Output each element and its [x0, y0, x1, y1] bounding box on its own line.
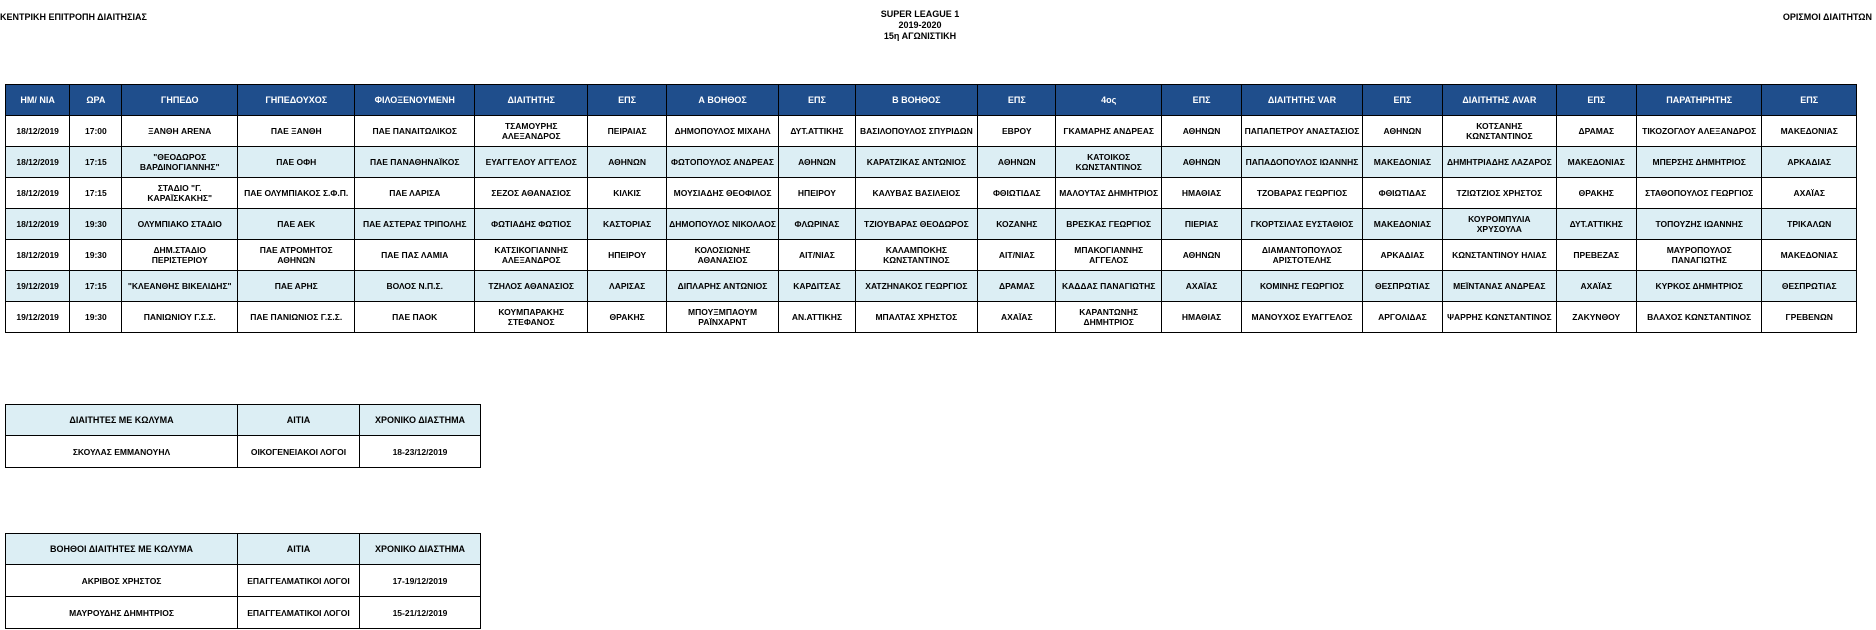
table-cell: ΓΡΕΒΕΝΩΝ — [1762, 302, 1857, 333]
table-cell: ΚΑΔΔΑΣ ΠΑΝΑΓΙΩΤΗΣ — [1056, 271, 1161, 302]
restricted-referees-header-row — [6, 405, 481, 436]
table-cell: ΜΠΑΚΟΓΙΑΝΝΗΣ ΑΓΓΕΛΟΣ — [1056, 240, 1161, 271]
table-cell: ΦΘΙΩΤΙΔΑΣ — [1362, 178, 1442, 209]
committee-title: ΚΕΝΤΡΙΚΗ ΕΠΙΤΡΟΠΗ ΔΙΑΙΤΗΣΙΑΣ — [0, 12, 147, 22]
column-header: ΕΠΣ — [779, 85, 855, 116]
restricted-referees-body — [6, 436, 481, 468]
table-cell: ΤΖΗΛΟΣ ΑΘΑΝΑΣΙΟΣ — [474, 271, 587, 302]
table-cell: ΒΡΕΣΚΑΣ ΓΕΩΡΓΙΟΣ — [1056, 209, 1161, 240]
table-cell: ΠΡΕΒΕΖΑΣ — [1556, 240, 1636, 271]
table-cell: ΚΟΜΙΝΗΣ ΓΕΩΡΓΙΟΣ — [1242, 271, 1363, 302]
match-row — [6, 302, 1857, 333]
table-cell: 18/12/2019 — [6, 209, 70, 240]
table-cell: ΚΑΤΟΙΚΟΣ ΚΩΝΣΤΑΝΤΙΝΟΣ — [1056, 147, 1161, 178]
league-name: SUPER LEAGUE 1 — [880, 9, 960, 19]
table-cell: ΚΟΖΑΝΗΣ — [978, 209, 1056, 240]
table-cell: 19:30 — [70, 240, 122, 271]
column-header: ΔΙΑΙΤΗΤΗΣ AVAR — [1443, 85, 1556, 116]
table-cell: ΚΥΡΚΟΣ ΔΗΜΗΤΡΙΟΣ — [1636, 271, 1762, 302]
column-header: 4ος — [1056, 85, 1161, 116]
table-cell: ΟΙΚΟΓΕΝΕΙΑΚΟΙ ΛΟΓΟΙ — [238, 436, 360, 468]
document-title: ΟΡΙΣΜΟΙ ΔΙΑΙΤΗΤΩΝ — [1782, 12, 1872, 22]
table-cell: ΦΩΤΙΑΔΗΣ ΦΩΤΙΟΣ — [474, 209, 587, 240]
season: 2019-2020 — [898, 20, 942, 30]
table-cell: ΜΟΥΣΙΑΔΗΣ ΘΕΟΦΙΛΟΣ — [666, 178, 778, 209]
table-cell: 19/12/2019 — [6, 271, 70, 302]
table-cell: ΤΡΙΚΑΛΩΝ — [1762, 209, 1857, 240]
table-cell: 17:15 — [70, 178, 122, 209]
column-header: ΔΙΑΙΤΗΤΗΣ VAR — [1242, 85, 1363, 116]
table-cell: ΚΩΝΣΤΑΝΤΙΝΟΥ ΗΛΙΑΣ — [1443, 240, 1556, 271]
table-cell: ΜΑΚΕΔΟΝΙΑΣ — [1762, 240, 1857, 271]
table-cell: 19:30 — [70, 209, 122, 240]
table-cell: ΑΘΗΝΩΝ — [978, 147, 1056, 178]
table-cell: ΠΑΕ ΟΦΗ — [237, 147, 355, 178]
table-cell: ΣΤΑΔΙΟ "Γ. ΚΑΡΑΪΣΚΑΚΗΣ" — [122, 178, 237, 209]
table-cell: ΜΑΚΕΔΟΝΙΑΣ — [1762, 116, 1857, 147]
table-cell: ΗΠΕΙΡΟΥ — [779, 178, 855, 209]
column-header: ΑΙΤΙΑ — [238, 405, 360, 436]
column-header: ΓΗΠΕΔΟΥΧΟΣ — [237, 85, 355, 116]
table-cell: ΑΧΑΪΑΣ — [1556, 271, 1636, 302]
table-cell: ΕΒΡΟΥ — [978, 116, 1056, 147]
restricted-assistant-row — [6, 597, 481, 629]
table-cell: 17:15 — [70, 271, 122, 302]
table-cell: ΑΧΑΪΑΣ — [1762, 178, 1857, 209]
restricted-referee-row — [6, 436, 481, 468]
table-cell: ΤΟΠΟΥΖΗΣ ΙΩΑΝΝΗΣ — [1636, 209, 1762, 240]
table-cell: ΕΥΑΓΓΕΛΟΥ ΑΓΓΕΛΟΣ — [474, 147, 587, 178]
table-cell: ΑΡΓΟΛΙΔΑΣ — [1362, 302, 1442, 333]
match-row — [6, 209, 1857, 240]
table-cell: ΤΖΙΟΥΒΑΡΑΣ ΘΕΟΔΩΡΟΣ — [855, 209, 978, 240]
table-cell: ΜΠΕΡΣΗΣ ΔΗΜΗΤΡΙΟΣ — [1636, 147, 1762, 178]
column-header: ΒΟΗΘΟΙ ΔΙΑΙΤΗΤΕΣ ΜΕ ΚΩΛΥΜΑ — [6, 534, 238, 565]
table-cell: ΤΖΙΩΤΖΙΟΣ ΧΡΗΣΤΟΣ — [1443, 178, 1556, 209]
table-cell: ΑΡΚΑΔΙΑΣ — [1362, 240, 1442, 271]
table-cell: ΣΚΟΥΛΑΣ ΕΜΜΑΝΟΥΗΛ — [6, 436, 238, 468]
table-cell: ΗΜΑΘΙΑΣ — [1161, 178, 1241, 209]
table-cell: ΑΝ.ΑΤΤΙΚΗΣ — [779, 302, 855, 333]
table-cell: ΗΜΑΘΙΑΣ — [1161, 302, 1241, 333]
table-cell: ΠΑΕ ΞΑΝΘΗ — [237, 116, 355, 147]
table-cell: ΘΡΑΚΗΣ — [1556, 178, 1636, 209]
table-cell: ΑΧΑΪΑΣ — [978, 302, 1056, 333]
table-cell: ΔΗΜ.ΣΤΑΔΙΟ ΠΕΡΙΣΤΕΡΙΟΥ — [122, 240, 237, 271]
table-cell: ΚΟΥΡΟΜΠΥΛΙΑ ΧΡΥΣΟΥΛΑ — [1443, 209, 1556, 240]
table-cell: ΚΙΛΚΙΣ — [588, 178, 666, 209]
table-cell: ΚΑΤΣΙΚΟΓΙΑΝΝΗΣ ΑΛΕΞΑΝΔΡΟΣ — [474, 240, 587, 271]
table-cell: ΜΑΚΕΔΟΝΙΑΣ — [1362, 147, 1442, 178]
table-cell: ΔΗΜΟΠΟΥΛΟΣ ΝΙΚΟΛΑΟΣ — [666, 209, 778, 240]
table-cell: ΔΥΤ.ΑΤΤΙΚΗΣ — [779, 116, 855, 147]
column-header: ΑΙΤΙΑ — [238, 534, 360, 565]
table-cell: ΠΑΠΑΔΟΠΟΥΛΟΣ ΙΩΑΝΝΗΣ — [1242, 147, 1363, 178]
table-cell: 18/12/2019 — [6, 178, 70, 209]
table-cell: ΠΑΕ ΠΑΝΙΩΝΙΟΣ Γ.Σ.Σ. — [237, 302, 355, 333]
table-cell: ΔΗΜΗΤΡΙΑΔΗΣ ΛΑΖΑΡΟΣ — [1443, 147, 1556, 178]
table-cell: ΘΡΑΚΗΣ — [588, 302, 666, 333]
table-cell: ΑΘΗΝΩΝ — [1161, 240, 1241, 271]
column-header: ΕΠΣ — [1762, 85, 1857, 116]
table-cell: ΑΙΤ/ΝΙΑΣ — [978, 240, 1056, 271]
column-header: ΕΠΣ — [1161, 85, 1241, 116]
table-cell: ΠΕΙΡΑΙΑΣ — [588, 116, 666, 147]
table-cell: ΔΙΑΜΑΝΤΟΠΟΥΛΟΣ ΑΡΙΣΤΟΤΕΛΗΣ — [1242, 240, 1363, 271]
column-header: ΓΗΠΕΔΟ — [122, 85, 237, 116]
league-title-block — [820, 9, 1020, 42]
match-row — [6, 116, 1857, 147]
table-cell: ΑΘΗΝΩΝ — [1362, 116, 1442, 147]
table-cell: 19/12/2019 — [6, 302, 70, 333]
table-cell: ΜΑΛΟΥΤΑΣ ΔΗΜΗΤΡΙΟΣ — [1056, 178, 1161, 209]
table-cell: ΠΑΕ ΠΑΝΑΙΤΩΛΙΚΟΣ — [355, 116, 475, 147]
table-cell: ΑΘΗΝΩΝ — [588, 147, 666, 178]
column-header: ΦΙΛΟΞΕΝΟΥΜΕΝΗ — [355, 85, 475, 116]
table-cell: ΠΑΕ ΑΕΚ — [237, 209, 355, 240]
table-cell: ΚΑΛΥΒΑΣ ΒΑΣΙΛΕΙΟΣ — [855, 178, 978, 209]
table-cell: ΦΘΙΩΤΙΔΑΣ — [978, 178, 1056, 209]
table-cell: ΠΑΝΙΩΝΙΟΥ Γ.Σ.Σ. — [122, 302, 237, 333]
table-cell: ΜΑΥΡΟΥΔΗΣ ΔΗΜΗΤΡΙΟΣ — [6, 597, 238, 629]
table-cell: ΑΘΗΝΩΝ — [1161, 147, 1241, 178]
column-header: ΩΡΑ — [70, 85, 122, 116]
table-cell: 18/12/2019 — [6, 116, 70, 147]
table-cell: 18/12/2019 — [6, 147, 70, 178]
table-cell: ΠΑΕ ΠΑΝΑΘΗΝΑΪΚΟΣ — [355, 147, 475, 178]
match-row — [6, 147, 1857, 178]
table-cell: 17:00 — [70, 116, 122, 147]
table-cell: "ΚΛΕΑΝΘΗΣ ΒΙΚΕΛΙΔΗΣ" — [122, 271, 237, 302]
table-cell: 18/12/2019 — [6, 240, 70, 271]
column-header: ΕΠΣ — [1556, 85, 1636, 116]
table-cell: ΕΠΑΓΓΕΛΜΑΤΙΚΟΙ ΛΟΓΟΙ — [238, 565, 360, 597]
table-cell: ΑΚΡΙΒΟΣ ΧΡΗΣΤΟΣ — [6, 565, 238, 597]
match-row — [6, 240, 1857, 271]
table-cell: ΑΡΚΑΔΙΑΣ — [1762, 147, 1857, 178]
table-cell: ΜΠΑΛΤΑΣ ΧΡΗΣΤΟΣ — [855, 302, 978, 333]
table-cell: ΠΑΕ ΛΑΡΙΣΑ — [355, 178, 475, 209]
restricted-referees-table — [5, 404, 481, 468]
column-header: Α ΒΟΗΘΟΣ — [666, 85, 778, 116]
table-cell: ΤΖΟΒΑΡΑΣ ΓΕΩΡΓΙΟΣ — [1242, 178, 1363, 209]
table-cell: ΑΘΗΝΩΝ — [779, 147, 855, 178]
table-cell: ΔΡΑΜΑΣ — [1556, 116, 1636, 147]
table-cell: ΠΙΕΡΙΑΣ — [1161, 209, 1241, 240]
table-cell: ΠΑΕ ΑΤΡΟΜΗΤΟΣ ΑΘΗΝΩΝ — [237, 240, 355, 271]
table-cell: ΠΑΠΑΠΕΤΡΟΥ ΑΝΑΣΤΑΣΙΟΣ — [1242, 116, 1363, 147]
table-cell: ΟΛΥΜΠΙΑΚΟ ΣΤΑΔΙΟ — [122, 209, 237, 240]
referee-assignments-table — [5, 84, 1857, 333]
table-cell: ΚΟΤΣΑΝΗΣ ΚΩΝΣΤΑΝΤΙΝΟΣ — [1443, 116, 1556, 147]
table-cell: ΚΟΛΟΣΙΩΝΗΣ ΑΘΑΝΑΣΙΟΣ — [666, 240, 778, 271]
table-cell: ΠΑΕ ΑΡΗΣ — [237, 271, 355, 302]
matchday: 15η ΑΓΩΝΙΣΤΙΚΗ — [883, 31, 957, 41]
table-cell: ΚΑΣΤΟΡΙΑΣ — [588, 209, 666, 240]
table-cell: ΨΑΡΡΗΣ ΚΩΝΣΤΑΝΤΙΝΟΣ — [1443, 302, 1556, 333]
table-cell: ΔΗΜΟΠΟΥΛΟΣ ΜΙΧΑΗΛ — [666, 116, 778, 147]
table-cell: ΓΚΟΡΤΣΙΛΑΣ ΕΥΣΤΑΘΙΟΣ — [1242, 209, 1363, 240]
table-cell: ΦΛΩΡΙΝΑΣ — [779, 209, 855, 240]
column-header: Β ΒΟΗΘΟΣ — [855, 85, 978, 116]
table-cell: ΚΟΥΜΠΑΡΑΚΗΣ ΣΤΕΦΑΝΟΣ — [474, 302, 587, 333]
table-cell: ΕΠΑΓΓΕΛΜΑΤΙΚΟΙ ΛΟΓΟΙ — [238, 597, 360, 629]
table-cell: ΜΠΟΥΞΜΠΑΟΥΜ ΡΑΪΝΧΑΡΝΤ — [666, 302, 778, 333]
table-cell: ΜΑΚΕΔΟΝΙΑΣ — [1556, 147, 1636, 178]
table-cell: ΘΕΣΠΡΩΤΙΑΣ — [1762, 271, 1857, 302]
column-header: ΕΠΣ — [1362, 85, 1442, 116]
table-cell: 19:30 — [70, 302, 122, 333]
main-table-body — [6, 116, 1857, 333]
table-cell: ΗΠΕΙΡΟΥ — [588, 240, 666, 271]
table-cell: ΤΙΚΟΖΟΓΛΟΥ ΑΛΕΞΑΝΔΡΟΣ — [1636, 116, 1762, 147]
table-cell: 17:15 — [70, 147, 122, 178]
table-cell: ΒΑΣΙΛΟΠΟΥΛΟΣ ΣΠΥΡΙΔΩΝ — [855, 116, 978, 147]
match-row — [6, 271, 1857, 302]
column-header: ΔΙΑΙΤΗΤΕΣ ΜΕ ΚΩΛΥΜΑ — [6, 405, 238, 436]
table-cell: ΣΤΑΘΟΠΟΥΛΟΣ ΓΕΩΡΓΙΟΣ — [1636, 178, 1762, 209]
table-cell: ΠΑΕ ΠΑΣ ΛΑΜΙΑ — [355, 240, 475, 271]
table-cell: ΜΑΝΟΥΧΟΣ ΕΥΑΓΓΕΛΟΣ — [1242, 302, 1363, 333]
table-cell: ΜΑΚΕΔΟΝΙΑΣ — [1362, 209, 1442, 240]
table-cell: ΚΑΛΑΜΠΟΚΗΣ ΚΩΝΣΤΑΝΤΙΝΟΣ — [855, 240, 978, 271]
table-cell: ΑΙΤ/ΝΙΑΣ — [779, 240, 855, 271]
column-header: ΗΜ/ ΝΙΑ — [6, 85, 70, 116]
table-cell: ΓΚΑΜΑΡΗΣ ΑΝΔΡΕΑΣ — [1056, 116, 1161, 147]
table-cell: ΑΧΑΪΑΣ — [1161, 271, 1241, 302]
table-cell: ΚΑΡΑΤΖΙΚΑΣ ΑΝΤΩΝΙΟΣ — [855, 147, 978, 178]
table-cell: ΜΑΥΡΟΠΟΥΛΟΣ ΠΑΝΑΓΙΩΤΗΣ — [1636, 240, 1762, 271]
restricted-assistants-table — [5, 533, 481, 629]
table-cell: ΠΑΕ ΑΣΤΕΡΑΣ ΤΡΙΠΟΛΗΣ — [355, 209, 475, 240]
table-cell: ΞΑΝΘΗ ARENA — [122, 116, 237, 147]
table-cell: ΠΑΕ ΠΑΟΚ — [355, 302, 475, 333]
table-cell: ΚΑΡΔΙΤΣΑΣ — [779, 271, 855, 302]
table-cell: ΔΡΑΜΑΣ — [978, 271, 1056, 302]
table-cell: ΧΑΤΖΗΝΑΚΟΣ ΓΕΩΡΓΙΟΣ — [855, 271, 978, 302]
table-cell: ΠΑΕ ΟΛΥΜΠΙΑΚΟΣ Σ.Φ.Π. — [237, 178, 355, 209]
column-header: ΧΡΟΝΙΚΟ ΔΙΑΣΤΗΜΑ — [360, 405, 481, 436]
column-header: ΧΡΟΝΙΚΟ ΔΙΑΣΤΗΜΑ — [360, 534, 481, 565]
table-cell: "ΘΕΟΔΩΡΟΣ ΒΑΡΔΙΝΟΓΙΑΝΝΗΣ" — [122, 147, 237, 178]
match-row — [6, 178, 1857, 209]
column-header: ΕΠΣ — [588, 85, 666, 116]
restricted-assistant-row — [6, 565, 481, 597]
table-cell: ΔΥΤ.ΑΤΤΙΚΗΣ — [1556, 209, 1636, 240]
table-cell: ΤΣΑΜΟΥΡΗΣ ΑΛΕΞΑΝΔΡΟΣ — [474, 116, 587, 147]
table-cell: ΦΩΤΟΠΟΥΛΟΣ ΑΝΔΡΕΑΣ — [666, 147, 778, 178]
main-header-row — [6, 85, 1857, 116]
restricted-assistants-header-row — [6, 534, 481, 565]
table-cell: ΒΛΑΧΟΣ ΚΩΝΣΤΑΝΤΙΝΟΣ — [1636, 302, 1762, 333]
table-cell: 18-23/12/2019 — [360, 436, 481, 468]
table-cell: ΣΕΖΟΣ ΑΘΑΝΑΣΙΟΣ — [474, 178, 587, 209]
table-cell: ΔΙΠΛΑΡΗΣ ΑΝΤΩΝΙΟΣ — [666, 271, 778, 302]
table-cell: ΛΑΡΙΣΑΣ — [588, 271, 666, 302]
table-cell: ΜΕΪΝΤΑΝΑΣ ΑΝΔΡΕΑΣ — [1443, 271, 1556, 302]
table-cell: ΑΘΗΝΩΝ — [1161, 116, 1241, 147]
column-header: ΕΠΣ — [978, 85, 1056, 116]
table-cell: 17-19/12/2019 — [360, 565, 481, 597]
column-header: ΔΙΑΙΤΗΤΗΣ — [474, 85, 587, 116]
column-header: ΠΑΡΑΤΗΡΗΤΗΣ — [1636, 85, 1762, 116]
restricted-assistants-body — [6, 565, 481, 629]
table-cell: ΖΑΚΥΝΘΟΥ — [1556, 302, 1636, 333]
table-cell: 15-21/12/2019 — [360, 597, 481, 629]
table-cell: ΒΟΛΟΣ Ν.Π.Σ. — [355, 271, 475, 302]
table-cell: ΘΕΣΠΡΩΤΙΑΣ — [1362, 271, 1442, 302]
table-cell: ΚΑΡΑΝΤΩΝΗΣ ΔΗΜΗΤΡΙΟΣ — [1056, 302, 1161, 333]
